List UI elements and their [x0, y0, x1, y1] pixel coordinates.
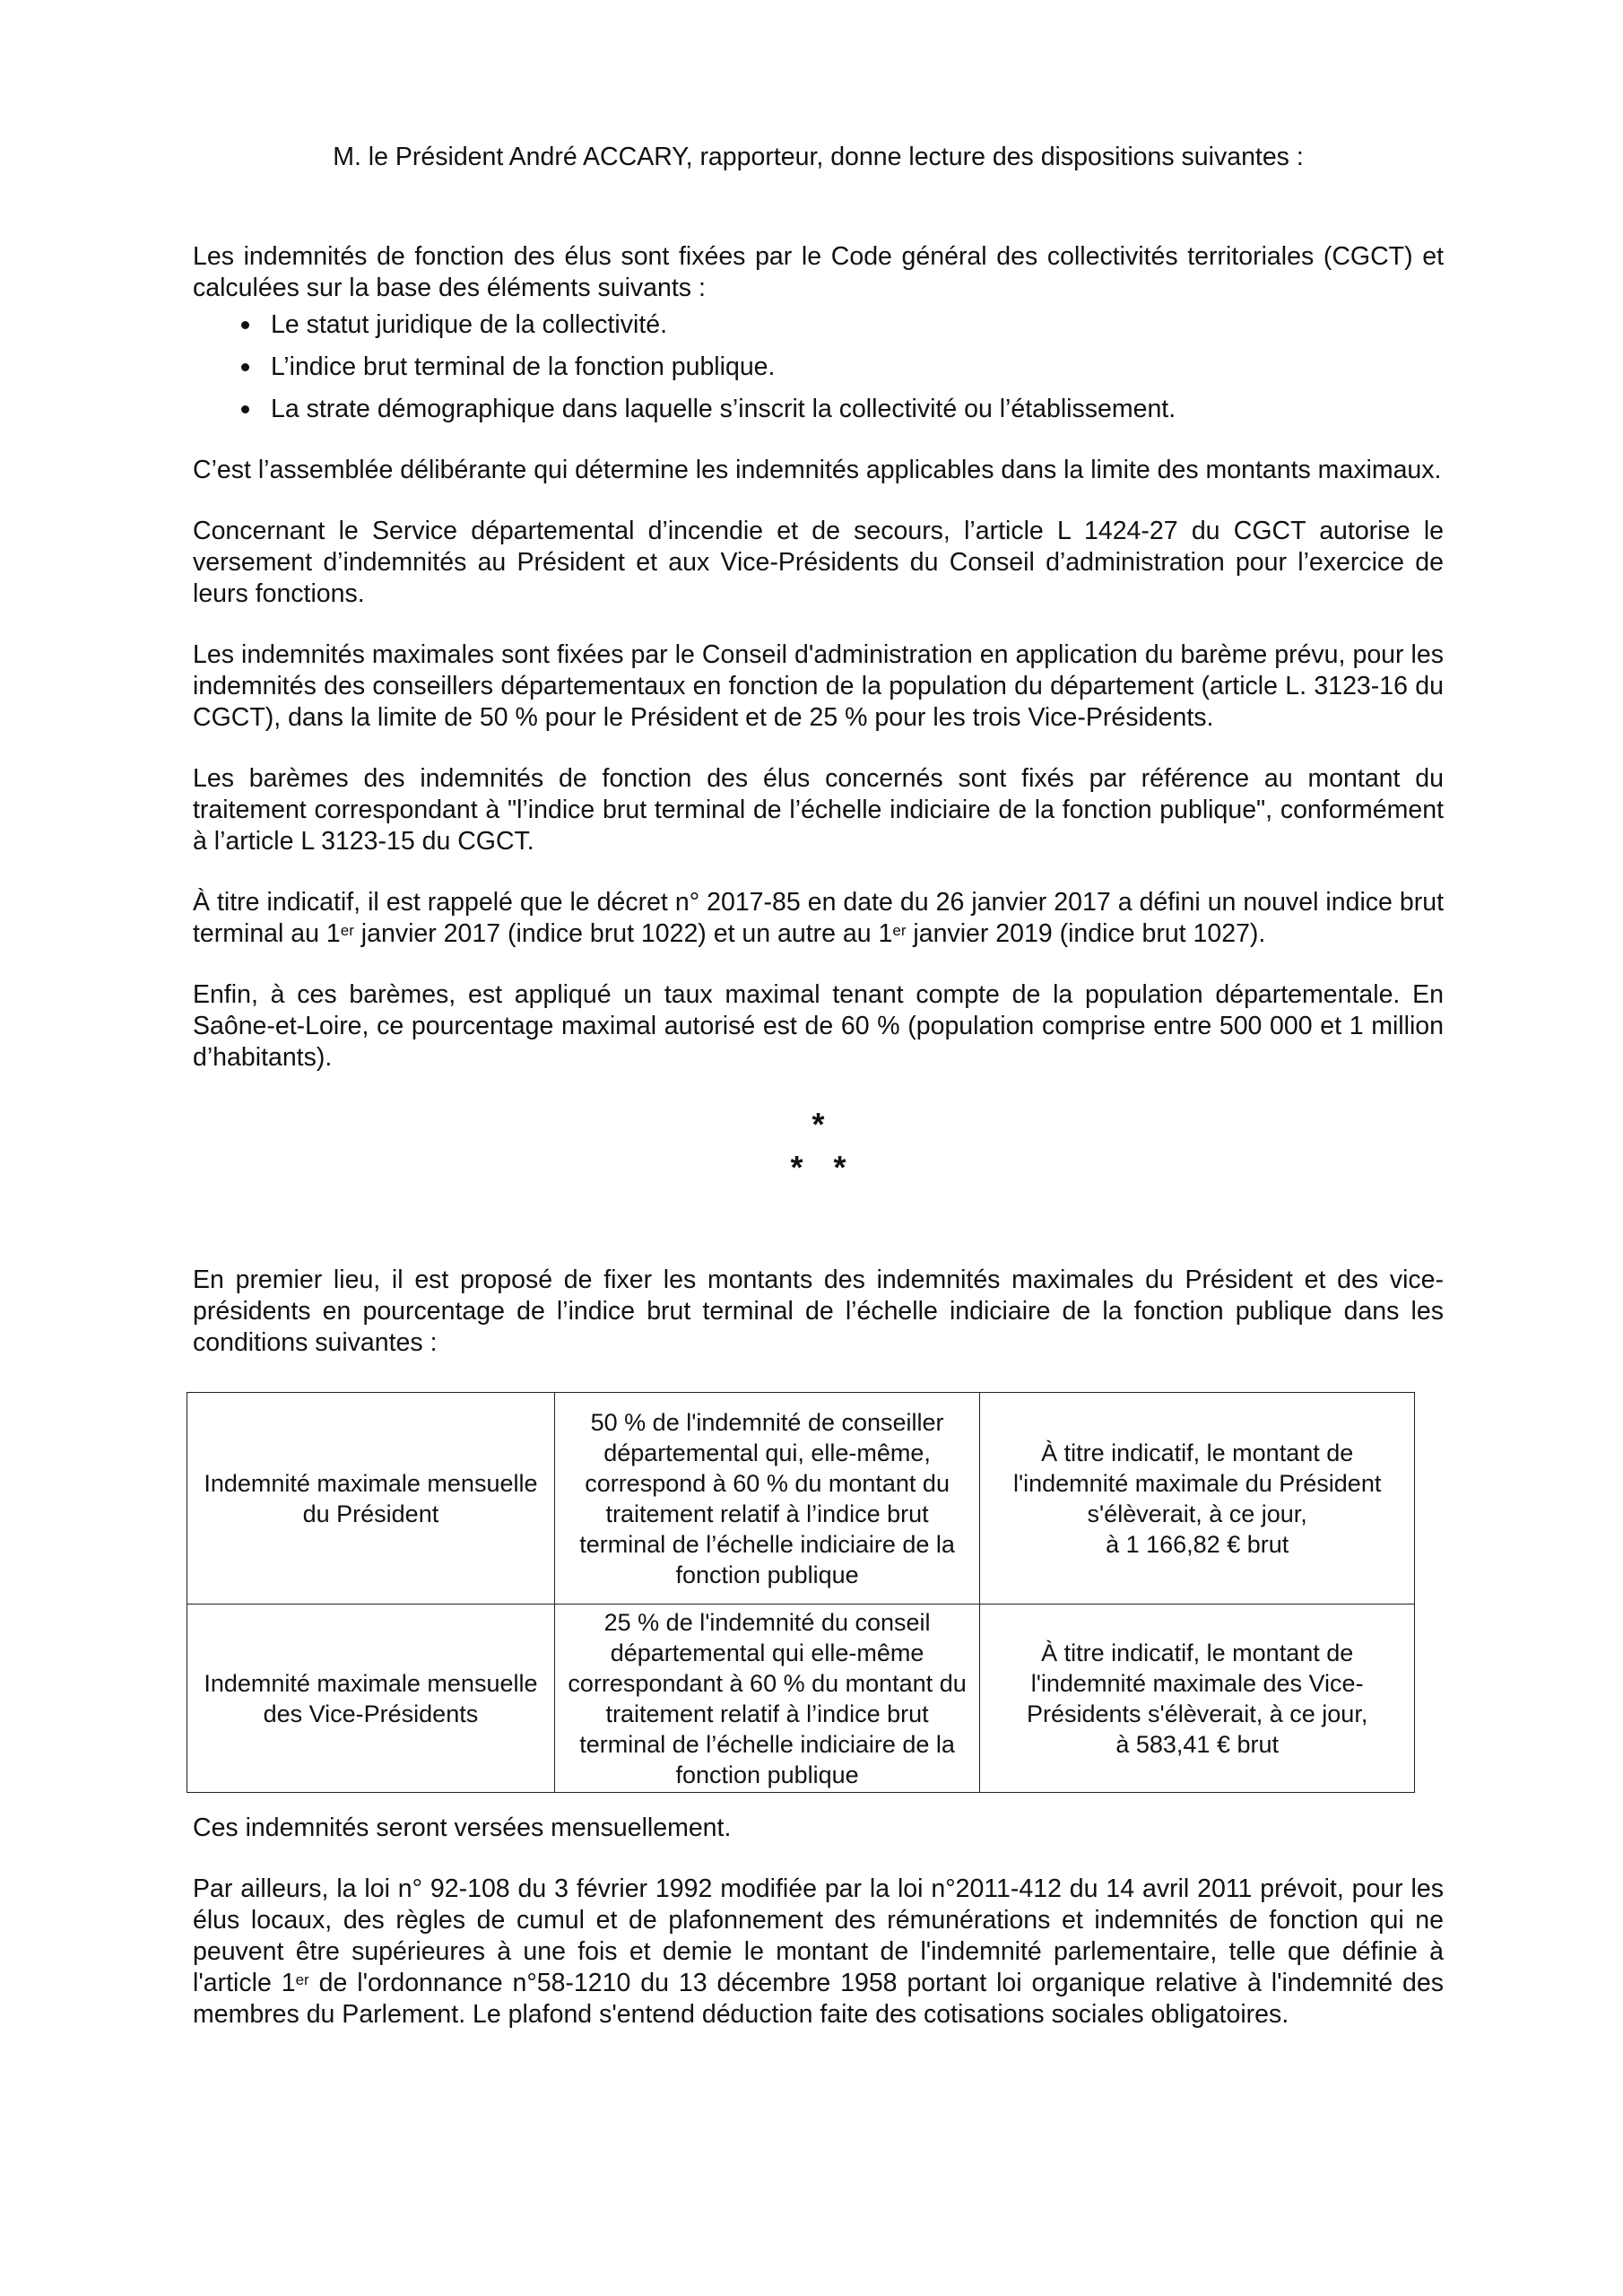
superscript: er [892, 922, 907, 939]
table-row [187, 1605, 1415, 1793]
paragraph-cgct: Les indemnités de fonction des élus sont fixées par le Code général des collectivités territoriales (CGCT) et calculées sur la base des éléments suivants : [193, 242, 1444, 302]
separator-star-top: * [812, 1106, 825, 1143]
document-page [193, 142, 1444, 2060]
table-row [187, 1393, 1415, 1605]
separator-stars-bottom: ** [790, 1149, 877, 1186]
text-span: janvier 2017 (indice brut 1022) et un autre au 1 [353, 919, 893, 948]
amount-value: à 583,41 € brut [1115, 1730, 1279, 1758]
paragraph-plafonnement [193, 1874, 1444, 2031]
text-span: Par ailleurs, la loi n° 92-108 du 3 février 1992 modifiée par la loi n°2011-412 du 14 avril 2011 prévoit, pour les élus locaux, des règles de cumul et de plafonnement des rémunérations et indemnités de fonction qui ne peuvent être supérieures à une fois et demie le montant de l'indemnité parlementaire, telle que définie à l'article 1 [193, 1874, 1444, 1997]
list-item: La strate démographique dans laquelle s’inscrit la collectivité ou l’établissement. [193, 394, 1444, 425]
paragraph-sdis: Concernant le Service départemental d’incendie et de secours, l’article L 1424-27 du CGCT autorise le versement d’indemnités au Président et aux Vice-Présidents du Conseil d’administration pour l’exercice de leurs fonctions. [193, 517, 1444, 608]
paragraph-versement: Ces indemnités seront versées mensuellement. [193, 1813, 732, 1842]
text-span: janvier 2019 (indice brut 1027). [906, 919, 1266, 948]
superscript: er [295, 1971, 309, 1988]
table-cell-label: Indemnité maximale mensuelle du Président [187, 1393, 555, 1605]
list-item: Le statut juridique de la collectivité. [193, 309, 1444, 341]
paragraph-indemnites-maximales: Les indemnités maximales sont fixées par le Conseil d'administration en application du barème prévu, pour les indemnités des conseillers départementaux en fonction de la population du département (article L. 3123-16 du CGCT), dans la limite de 50 % pour le Président et de 25 % pour les trois Vice-Présidents. [193, 640, 1444, 732]
table-cell-amount [980, 1393, 1415, 1605]
paragraph-taux-maximal: Enfin, à ces barèmes, est appliqué un taux maximal tenant compte de la population départementale. En Saône-et-Loire, ce pourcentage maximal autorisé est de 60 % (population comprise entre 500 000 et 1 million d’habitants). [193, 980, 1444, 1072]
criteria-list [193, 309, 1444, 425]
table-cell-label: Indemnité maximale mensuelle des Vice-Présidents [187, 1605, 555, 1793]
list-item: L’indice brut terminal de la fonction publique. [193, 352, 1444, 383]
intro-line: M. le Président André ACCARY, rapporteur, donne lecture des dispositions suivantes : [333, 143, 1304, 171]
paragraph-proposition: En premier lieu, il est proposé de fixer les montants des indemnités maximales du Président et des vice-présidents en pourcentage de l’indice brut terminal de l’échelle indiciaire de la fonction publique dans les conditions suivantes : [193, 1265, 1444, 1357]
indemnity-table [187, 1392, 1415, 1793]
table-cell-rule: 25 % de l'indemnité du conseil départemental qui elle-même correspondant à 60 % du montant du traitement relatif à l’indice brut terminal de l’échelle indiciaire de la fonction publique [554, 1605, 980, 1793]
paragraph-baremes: Les barèmes des indemnités de fonction des élus concernés sont fixés par référence au montant du traitement correspondant à "l’indice brut terminal de l’échelle indiciaire de la fonction publique", conformément à l’article L 3123-15 du CGCT. [193, 764, 1444, 856]
amount-value: à 1 166,82 € brut [1106, 1530, 1289, 1558]
amount-text: À titre indicatif, le montant de l'indemnité maximale des Vice-Présidents s'élèverait, à ce jour, [1026, 1639, 1368, 1727]
text-span: À titre indicatif, il est rappelé que le décret n° 2017-85 en date du 26 janvier 2017 a défini un nouvel indice brut terminal au 1 [193, 888, 1444, 948]
table-cell-amount [980, 1605, 1415, 1793]
paragraph-decret [193, 887, 1444, 950]
superscript: er [340, 922, 354, 939]
paragraph-assemblee: C’est l’assemblée délibérante qui détermine les indemnités applicables dans la limite des montants maximaux. [193, 456, 1442, 484]
text-span: de l'ordonnance n°58-1210 du 13 décembre 1958 portant loi organique relative à l'indemnité des membres du Parlement. Le plafond s'entend déduction faite des cotisations sociales obligatoires. [193, 1969, 1444, 2029]
section-separator [193, 1103, 1444, 1189]
amount-text: À titre indicatif, le montant de l'indemnité maximale du Président s'élèverait, à ce jour, [1012, 1439, 1382, 1527]
table-cell-rule: 50 % de l'indemnité de conseiller départemental qui, elle-même, correspond à 60 % du montant du traitement relatif à l’indice brut terminal de l’échelle indiciaire de la fonction publique [554, 1393, 980, 1605]
